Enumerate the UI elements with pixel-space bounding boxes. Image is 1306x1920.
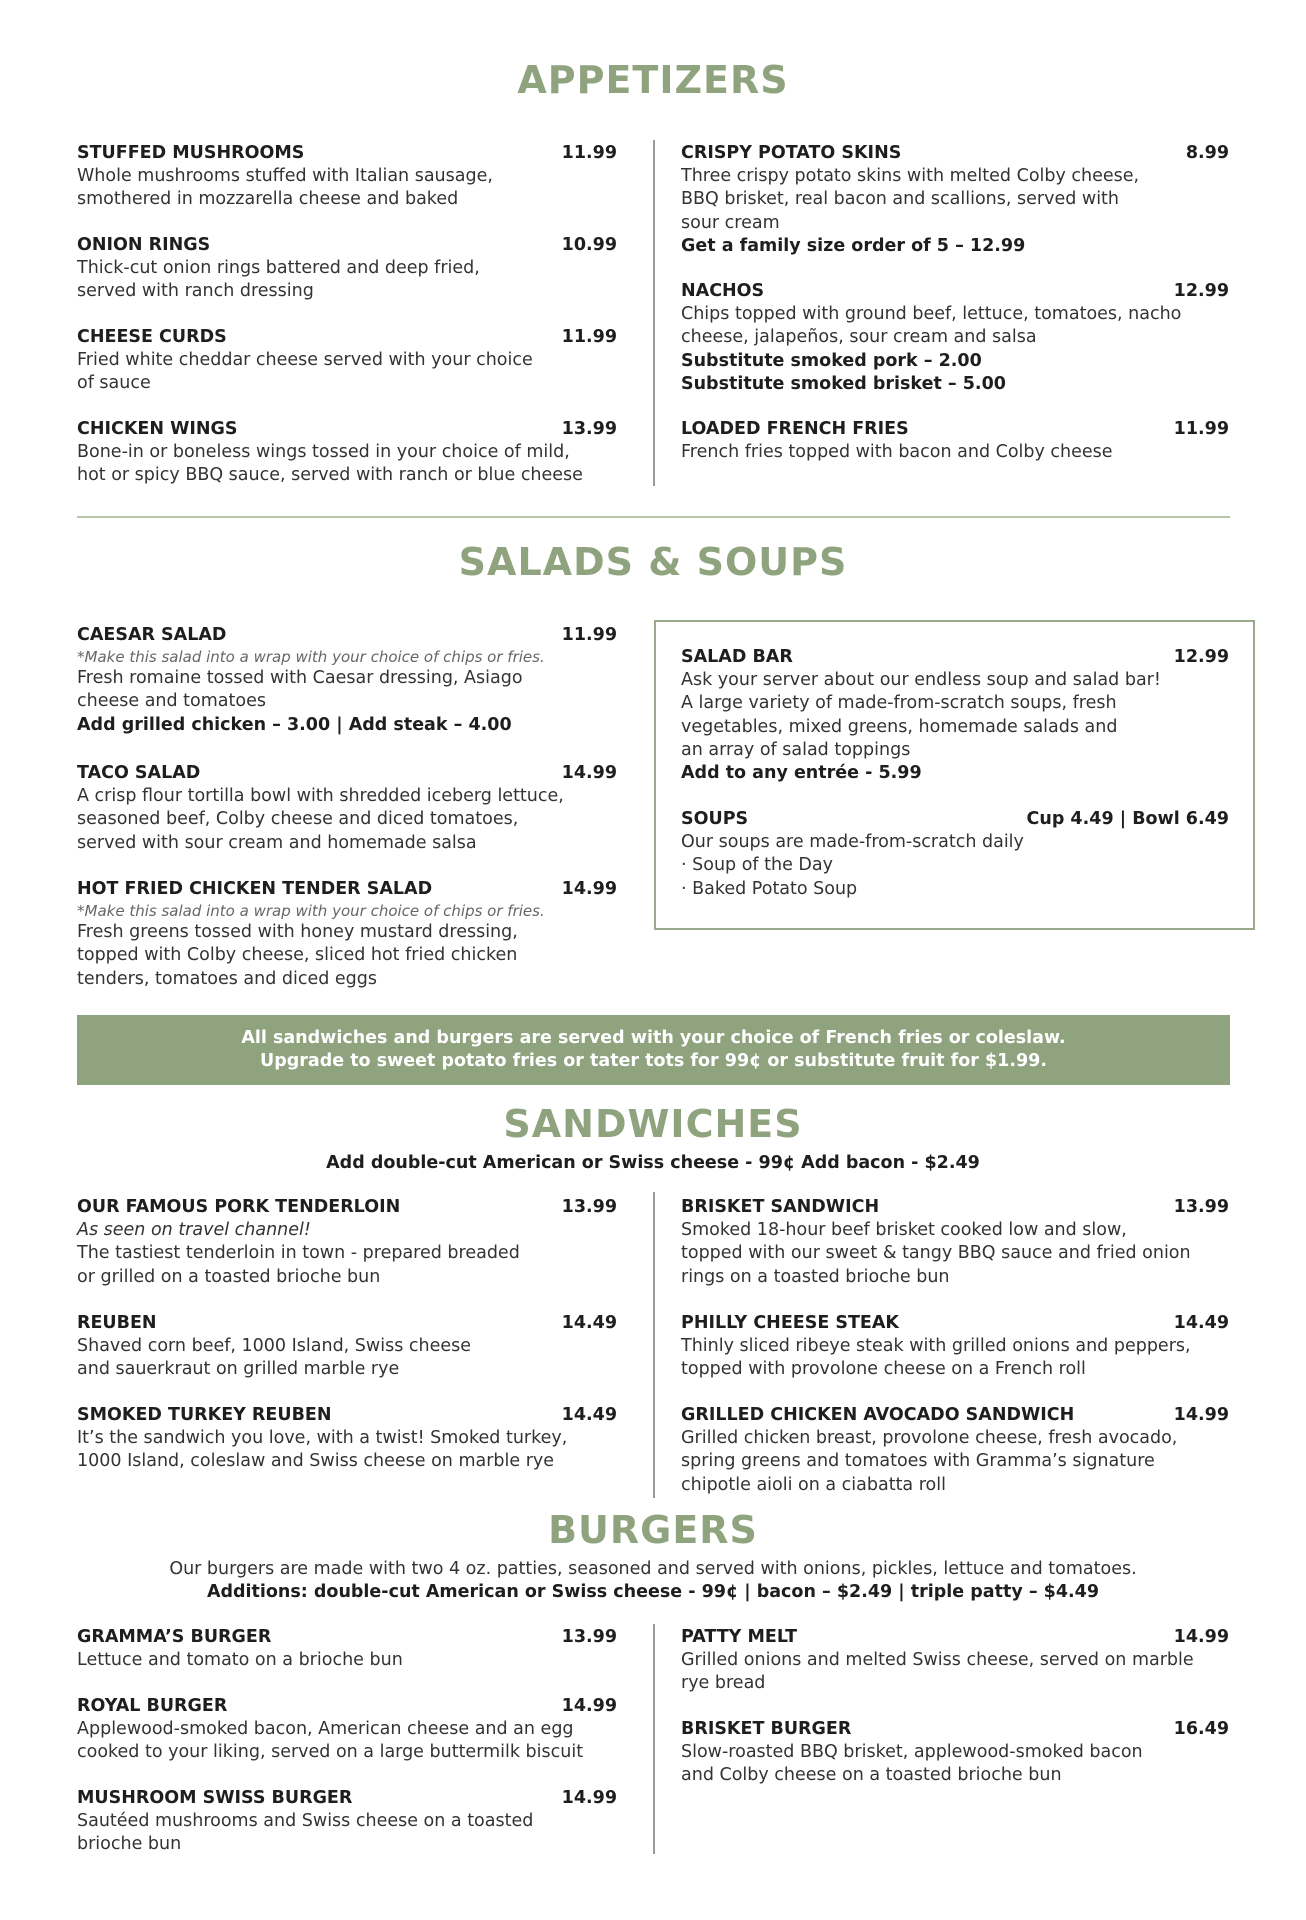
menu-item: [77, 762, 617, 855]
item-price: 11.99: [561, 327, 617, 347]
item-description: cooked to your liking, served on a large buttermilk biscuit: [77, 1742, 584, 1763]
item-description: hot or spicy BBQ sauce, served with ranch or blue cheese: [77, 465, 583, 486]
item-price: 11.99: [1173, 419, 1229, 439]
item-price: 11.99: [561, 625, 617, 645]
item-description: Fresh greens tossed with honey mustard dressing,: [77, 922, 518, 942]
item-description: 1000 Island, coleslaw and Swiss cheese on marble rye: [77, 1451, 555, 1472]
menu-item: [77, 234, 617, 304]
item-description: cheese and tomatoes: [77, 691, 266, 712]
menu-item: [681, 418, 1229, 464]
item-description: smothered in mozzarella cheese and baked: [77, 189, 459, 210]
item-description: BBQ brisket, real bacon and scallions, served with: [681, 189, 1120, 210]
item-name: PATTY MELT: [681, 1627, 798, 1647]
item-price: 14.99: [561, 1696, 617, 1716]
item-price: 16.49: [1173, 1719, 1229, 1739]
item-name: ONION RINGS: [77, 235, 211, 255]
item-name: CHICKEN WINGS: [77, 419, 238, 439]
item-price: 14.99: [561, 1788, 617, 1808]
item-price: 13.99: [561, 1627, 617, 1647]
item-description: cheese, jalapeños, sour cream and salsa: [681, 327, 1037, 348]
item-name: STUFFED MUSHROOMS: [77, 143, 305, 163]
menu-item: [77, 1695, 617, 1765]
item-description: The tastiest tenderloin in town - prepared breaded: [77, 1243, 520, 1264]
item-description: or grilled on a toasted brioche bun: [77, 1266, 381, 1287]
item-option: Get a family size order of 5 – 12.99: [681, 235, 1026, 256]
item-description: Fresh romaine tossed with Caesar dressing, Asiago: [77, 668, 523, 688]
column-divider: [653, 1192, 655, 1498]
menu-item: [681, 280, 1229, 396]
item-description: rings on a toasted brioche bun: [681, 1266, 950, 1287]
item-price: 14.99: [1173, 1627, 1229, 1647]
item-description: Sautéed mushrooms and Swiss cheese on a toasted: [77, 1811, 534, 1831]
menu-item: [77, 1312, 617, 1382]
item-option: Substitute smoked pork – 2.00: [681, 350, 982, 371]
item-price: 10.99: [561, 235, 617, 255]
item-tagline: As seen on travel channel!: [77, 1220, 311, 1240]
menu-item: [77, 1626, 617, 1672]
item-price: 12.99: [1173, 281, 1229, 301]
menu-item: [77, 624, 617, 737]
item-price: 14.49: [561, 1313, 617, 1333]
menu-item: [681, 808, 1229, 901]
menu-item: [681, 1404, 1229, 1497]
item-price: 11.99: [561, 143, 617, 163]
menu-item: [77, 1196, 617, 1289]
item-description: Grilled onions and melted Swiss cheese, served on marble: [681, 1650, 1194, 1670]
column-divider: [653, 140, 655, 486]
sandwiches-subtitle: Add double-cut American or Swiss cheese - 99¢ Add bacon - $2.49: [326, 1153, 980, 1173]
item-price: 8.99: [1185, 143, 1229, 163]
item-price: 14.99: [561, 763, 617, 783]
menu-item: [681, 1312, 1229, 1382]
item-price: 14.99: [1173, 1405, 1229, 1425]
item-description: tenders, tomatoes and diced eggs: [77, 968, 378, 989]
item-description: Slow-roasted BBQ brisket, applewood-smoked bacon: [681, 1742, 1143, 1762]
item-description: sour cream: [681, 212, 780, 233]
menu-item: [77, 326, 617, 396]
burgers-subtitle: Our burgers are made with two 4 oz. patties, seasoned and served with onions, pickles, lettuce and tomatoes.: [169, 1559, 1137, 1579]
item-name: CRISPY POTATO SKINS: [681, 143, 902, 163]
item-description: served with sour cream and homemade salsa: [77, 832, 477, 853]
item-name: LOADED FRENCH FRIES: [681, 419, 909, 439]
item-price: 14.49: [561, 1405, 617, 1425]
item-description: A crisp flour tortilla bowl with shredded iceberg lettuce,: [77, 786, 564, 806]
item-name: CHEESE CURDS: [77, 327, 227, 347]
item-description: Grilled chicken breast, provolone cheese, fresh avocado,: [681, 1428, 1178, 1448]
item-name: MUSHROOM SWISS BURGER: [77, 1788, 353, 1808]
menu-item: [77, 142, 617, 212]
item-description: Lettuce and tomato on a brioche bun: [77, 1650, 403, 1670]
item-description: French fries topped with bacon and Colby cheese: [681, 442, 1113, 462]
burgers-title: BURGERS: [548, 1508, 758, 1552]
item-name: TACO SALAD: [77, 763, 201, 783]
item-description: and sauerkraut on grilled marble rye: [77, 1359, 400, 1380]
item-description: an array of salad toppings: [681, 739, 911, 760]
item-description: spring greens and tomatoes with Gramma’s signature: [681, 1451, 1155, 1472]
menu-item: [681, 1718, 1229, 1788]
item-description: · Baked Potato Soup: [681, 878, 858, 899]
item-option: Add grilled chicken – 3.00 | Add steak – 4.00: [77, 714, 512, 735]
item-name: HOT FRIED CHICKEN TENDER SALAD: [77, 879, 433, 899]
item-description: Three crispy potato skins with melted Colby cheese,: [681, 166, 1140, 186]
item-description: Bone-in or boneless wings tossed in your choice of mild,: [77, 442, 570, 462]
menu-item: [77, 418, 617, 488]
item-description: topped with Colby cheese, sliced hot fried chicken: [77, 945, 518, 966]
menu-item: [681, 1196, 1229, 1289]
item-description: Chips topped with ground beef, lettuce, tomatoes, nacho: [681, 304, 1182, 324]
item-description: topped with provolone cheese on a French roll: [681, 1359, 1086, 1380]
menu-item: [681, 646, 1229, 785]
item-description: and Colby cheese on a toasted brioche bun: [681, 1765, 1062, 1786]
item-price: 13.99: [1173, 1197, 1229, 1217]
salads-soups-title: SALADS & SOUPS: [458, 540, 848, 584]
menu-item: [77, 1404, 617, 1474]
sandwiches-title: SANDWICHES: [503, 1102, 803, 1146]
item-description: Whole mushrooms stuffed with Italian sausage,: [77, 166, 493, 186]
item-name: SALAD BAR: [681, 647, 793, 667]
section-divider: [77, 516, 1230, 518]
item-description: Shaved corn beef, 1000 Island, Swiss cheese: [77, 1336, 472, 1356]
item-description: Ask your server about our endless soup and salad bar!: [681, 670, 1161, 690]
item-price: 13.99: [561, 1197, 617, 1217]
menu-item: [681, 1626, 1229, 1696]
item-description: vegetables, mixed greens, homemade salads and: [681, 716, 1118, 737]
menu-item: [77, 1787, 617, 1857]
banner-line: Upgrade to sweet potato fries or tater tots for 99¢ or substitute fruit for $1.99.: [260, 1051, 1047, 1071]
item-option: Add to any entrée - 5.99: [681, 763, 922, 784]
appetizers-title: APPETIZERS: [517, 58, 789, 102]
item-description: Our soups are made-from-scratch daily: [681, 832, 1024, 852]
item-name: GRAMMA’S BURGER: [77, 1627, 272, 1647]
item-name: OUR FAMOUS PORK TENDERLOIN: [77, 1197, 401, 1217]
item-option: Substitute smoked brisket – 5.00: [681, 373, 1006, 394]
item-name: BRISKET BURGER: [681, 1719, 852, 1739]
item-description: chipotle aioli on a ciabatta roll: [681, 1474, 946, 1495]
item-price: 14.49: [1173, 1313, 1229, 1333]
sides-banner: [77, 1015, 1230, 1085]
item-price: 14.99: [561, 879, 617, 899]
item-price: Cup 4.49 | Bowl 6.49: [1026, 809, 1229, 829]
item-description: · Soup of the Day: [681, 855, 833, 876]
item-note: *Make this salad into a wrap with your choice of chips or fries.: [77, 648, 545, 666]
item-description: Applewood-smoked bacon, American cheese and an egg: [77, 1719, 574, 1739]
item-description: served with ranch dressing: [77, 281, 314, 302]
menu-item: [77, 878, 617, 991]
item-description: of sauce: [77, 373, 151, 394]
item-name: SMOKED TURKEY REUBEN: [77, 1405, 332, 1425]
item-description: Thinly sliced ribeye steak with grilled onions and peppers,: [681, 1336, 1191, 1356]
column-divider: [653, 1624, 655, 1854]
menu-item: [681, 142, 1229, 258]
item-name: PHILLY CHEESE STEAK: [681, 1313, 899, 1333]
item-description: seasoned beef, Colby cheese and diced tomatoes,: [77, 809, 519, 830]
item-description: Fried white cheddar cheese served with your choice: [77, 350, 533, 370]
banner-line: All sandwiches and burgers are served with your choice of French fries or coleslaw.: [241, 1028, 1066, 1048]
item-name: GRILLED CHICKEN AVOCADO SANDWICH: [681, 1405, 1075, 1425]
item-description: It’s the sandwich you love, with a twist! Smoked turkey,: [77, 1428, 568, 1448]
item-name: NACHOS: [681, 281, 765, 301]
item-name: ROYAL BURGER: [77, 1696, 228, 1716]
item-description: rye bread: [681, 1673, 766, 1694]
item-description: topped with our sweet & tangy BBQ sauce and fried onion: [681, 1243, 1191, 1264]
burgers-additions: Additions: double-cut American or Swiss cheese - 99¢ | bacon – $2.49 | triple patty – $4.49: [206, 1582, 1100, 1602]
item-description: Smoked 18-hour beef brisket cooked low and slow,: [681, 1220, 1127, 1240]
item-description: brioche bun: [77, 1834, 182, 1855]
item-description: Thick-cut onion rings battered and deep fried,: [77, 258, 480, 278]
item-description: A large variety of made-from-scratch soups, fresh: [681, 693, 1117, 714]
item-name: SOUPS: [681, 809, 749, 829]
item-price: 13.99: [561, 419, 617, 439]
item-name: CAESAR SALAD: [77, 625, 227, 645]
item-name: BRISKET SANDWICH: [681, 1197, 880, 1217]
item-name: REUBEN: [77, 1313, 157, 1333]
item-note: *Make this salad into a wrap with your choice of chips or fries.: [77, 902, 545, 920]
item-price: 12.99: [1173, 647, 1229, 667]
